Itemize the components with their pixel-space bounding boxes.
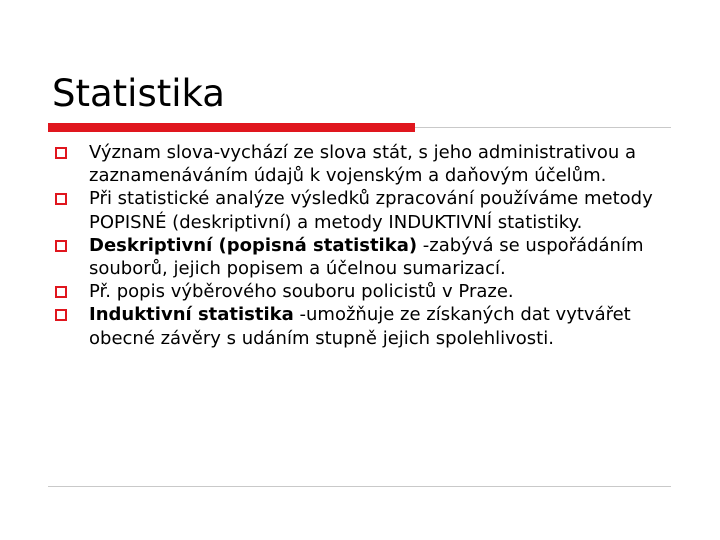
bullet-bold-text: Induktivní statistika bbox=[89, 304, 294, 326]
bullet-item bbox=[52, 234, 682, 280]
bullet-item bbox=[52, 187, 682, 233]
bullet-text: -umožňuje ze získaných dat vytvářet obecné závěry s udáním stupně jejich spolehlivosti. bbox=[89, 304, 631, 349]
hollow-square-icon bbox=[55, 309, 67, 321]
hollow-square-icon bbox=[55, 286, 67, 298]
bullet-item bbox=[52, 280, 682, 303]
title-underline-accent bbox=[48, 123, 415, 132]
hollow-square-icon bbox=[55, 193, 67, 205]
footer-divider bbox=[48, 486, 671, 487]
hollow-square-icon bbox=[55, 240, 67, 252]
bullet-list bbox=[52, 141, 682, 350]
bullet-item bbox=[52, 141, 682, 187]
bullet-text: Při statistické analýze výsledků zpracování používáme metody POPISNÉ (deskriptivní) a metody INDUKTIVNÍ statistiky. bbox=[89, 188, 653, 233]
hollow-square-icon bbox=[55, 147, 67, 159]
slide-title: Statistika bbox=[52, 72, 225, 115]
title-underline-thin bbox=[415, 127, 671, 128]
bullet-text: -zabývá se uspořádáním souborů, jejich popisem a účelnou sumarizací. bbox=[89, 234, 644, 280]
bullet-item bbox=[52, 303, 682, 349]
bullet-text: Př. popis výběrového souboru policistů v Praze. bbox=[89, 281, 514, 303]
bullet-bold-text: Deskriptivní (popisná statistika) bbox=[89, 234, 418, 256]
bullet-text: Význam slova-vychází ze slova stát, s jeho administrativou a zaznamenáváním údajů k vojenským a daňovým účelům. bbox=[89, 142, 636, 187]
